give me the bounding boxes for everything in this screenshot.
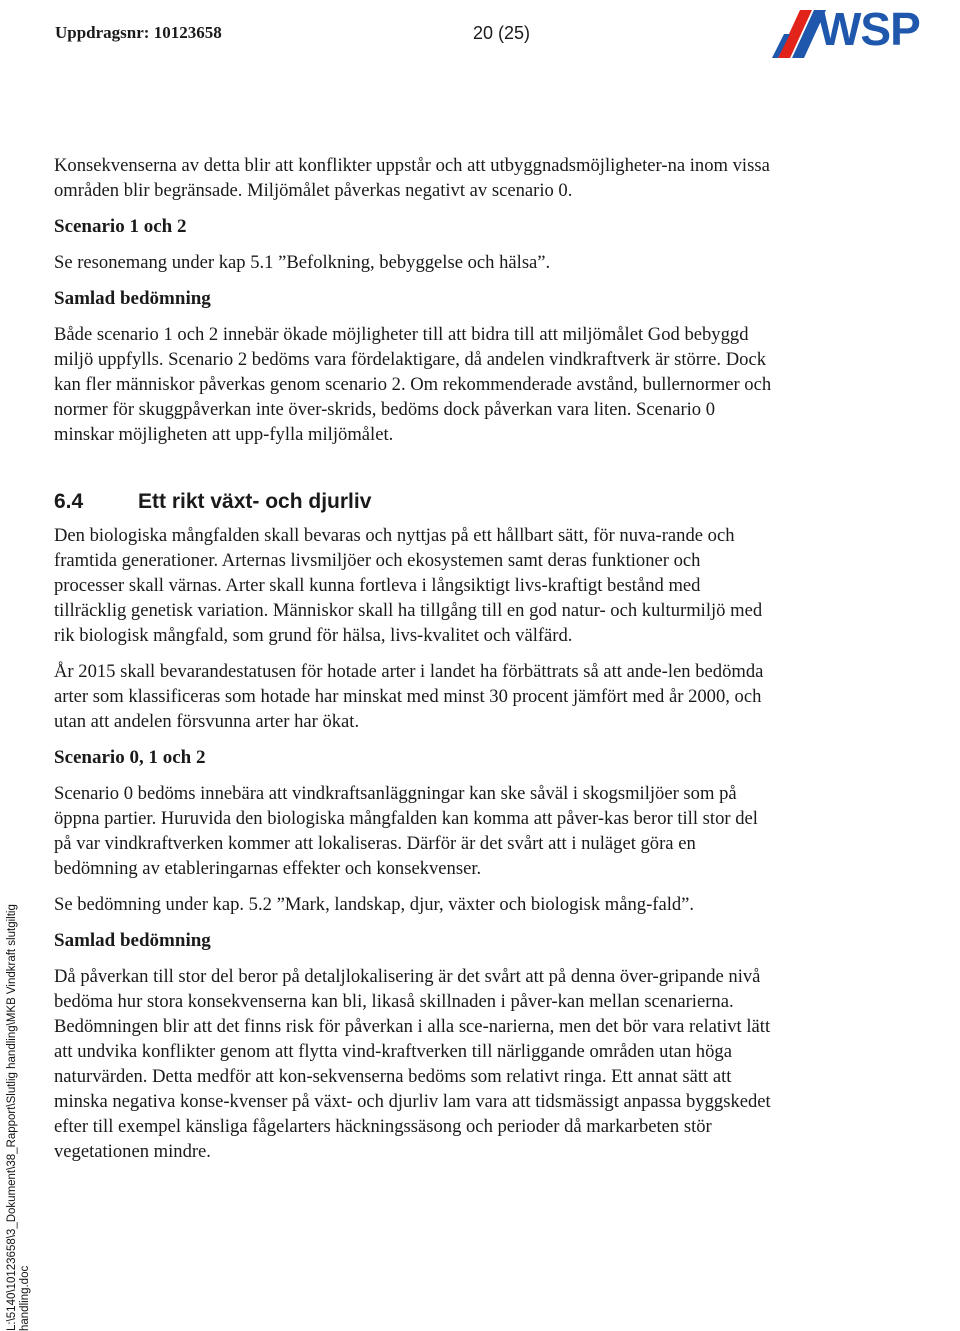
- document-body: [54, 153, 774, 1164]
- assignment-number: [55, 23, 222, 43]
- paragraph-assessment-2: Då påverkan till stor del beror på detaljlokalisering är det svårt att på denna över-gripande nivå bedöma hur stora konsekvenserna kan bli, likaså skillnaden i påver-kan mellan scenarierna. Bedömningen blir att det finns risk för påverkan i alla sce-narierna, men det bör vara relativt lätt att undvika konflikter genom att flytta vind-kraftverken till närliggande områden utan höga naturvärden. Detta medför att kon-sekvenserna bedöms som relativt ringa. Ett annat sätt att minska negativa konse-kvenser på växt- och djurliv lam vara att tidsmässigt anpassa byggskedet efter till exempel känsliga fågelarters häckningssäsong och perioder då markarbeten stör vegetationen mindre.: [54, 966, 771, 1162]
- page-number: 20 (25): [473, 23, 531, 43]
- paragraph-biodiversity-goal: Den biologiska mångfalden skall bevaras och nyttjas på ett hållbart sätt, för nuva-rande och framtida generationer. Arternas livsmiljöer och ekosystemen samt deras funktioner och processer skall värnas. Arter skall kunna fortleva i långsiktigt livs-kraftigt bestånd med tillräcklig genetisk variation. Människor skall ha tillgång till en god natur- och kulturmiljö med rik biologisk mångfald, som grund för hälsa, livs-kvalitet och välfärd.: [54, 525, 763, 646]
- file-path-text: [6, 901, 32, 1331]
- page-header: [55, 3, 935, 62]
- heading-scenario-0-1-2: Scenario 0, 1 och 2: [54, 747, 206, 768]
- assignment-value: 10123658: [153, 23, 222, 42]
- wsp-logo-text: WSP: [818, 3, 920, 55]
- paragraph-scenario-0: Scenario 0 bedöms innebära att vindkraftsanläggningar kan ske såväl i skogsmiljöer som på öppna partier. Huruvida den biologiska mångfalden kan komma att påver-kas beror till stor del på var vindkraftverken kommer att lokaliseras. Därför är det svårt att i nuläget göra en bedömning av etableringarnas effekter och konsekvenser.: [54, 783, 758, 879]
- heading-overall-assessment-2: Samlad bedömning: [54, 930, 211, 951]
- assignment-label: Uppdragsnr:: [55, 23, 150, 42]
- paragraph-consequences: Konsekvenserna av detta blir att konflikter uppstår och att utbyggnadsmöjligheter-na inom vissa områden blir begränsade. Miljömålet påverkas negativt av scenario 0.: [54, 155, 770, 201]
- wsp-logo: [770, 0, 960, 64]
- paragraph-2015-target: År 2015 skall bevarandestatusen för hotade arter i landet ha förbättrats så att ande-len bedömda arter som klassificeras som hotade har minskat med minst 30 procent jämfört med år 2000, och utan att andelen försvunna arter har ökat.: [54, 661, 764, 732]
- heading-overall-assessment-1: Samlad bedömning: [54, 288, 211, 309]
- section-number: 6.4: [54, 490, 84, 513]
- file-path-line-1: L:\5140\10123658\3_Dokument\38_Rapport\Slutlig handling\MKB Vindkraft slutgiltig: [6, 904, 18, 1331]
- paragraph-reference-5-2: Se bedömning under kap. 5.2 ”Mark, landskap, djur, växter och biologisk mång-fald”.: [54, 894, 695, 915]
- section-title: Ett rikt växt- och djurliv: [138, 490, 372, 513]
- heading-scenario-1-2: Scenario 1 och 2: [54, 216, 187, 237]
- file-path-line-2: handling.doc: [19, 1265, 31, 1331]
- paragraph-assessment-1: Både scenario 1 och 2 innebär ökade möjligheter till att bidra till att miljömålet God bebyggd miljö uppfylls. Scenario 2 bedöms vara fördelaktigare, då andelen vindkraftverk är större. Dock kan fler människor påverkas genom scenario 2. Om rekommenderade avstånd, bullernormer och normer för skuggpåverkan inte över-skrids, bedöms dock påverkan vara liten. Scenario 0 minskar möjligheten att upp-fylla miljömålet.: [54, 324, 772, 445]
- file-path-sidebar: [4, 901, 32, 1331]
- section-heading-6-4: [54, 489, 774, 515]
- paragraph-reference-5-1: Se resonemang under kap 5.1 ”Befolkning, bebyggelse och hälsa”.: [54, 252, 551, 273]
